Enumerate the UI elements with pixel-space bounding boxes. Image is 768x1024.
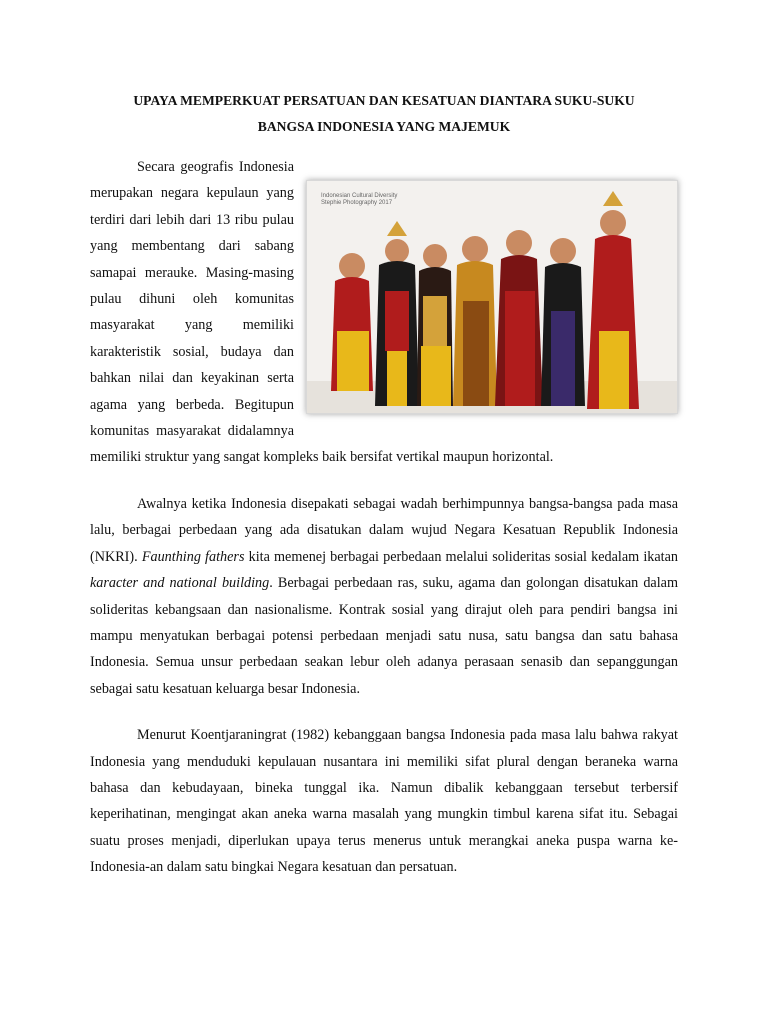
photo-caption <box>321 193 397 207</box>
paragraph-3: Menurut Koentjaraningrat (1982) kebanggaan bangsa Indonesia pada masa lalu bahwa rakyat Indonesia yang menduduki kepulauan nusantara ini memiliki sifat plural dengan beraneka warna bahasa dan kebudayaan, bineka tunggal ika. Namun dibalik kebanggaan tersebut terbersif keperihatinan, mengingat akan aneka warna masalah yang mungkin timbul karena sifat itu. Sebagai suatu proses menjadi, diperlukan upaya terus menerus untuk merangkai aneka puspa warna ke-Indonesia-an dalam satu bingkai Negara kesatuan dan persatuan. <box>90 727 678 876</box>
paragraph-2-emphasis-2: karacter and national building <box>90 575 270 592</box>
photo-caption-line-1: Indonesian Cultural Diversity <box>321 193 398 199</box>
photo-illustration <box>307 181 677 413</box>
paragraph-2 <box>90 491 678 702</box>
paragraph-2-text-b: kita memenej berbagai perbedaan melalui solideritas sosial kedalam ikatan <box>244 548 678 565</box>
title-line-2: BANGSA INDONESIA YANG MAJEMUK <box>257 119 511 134</box>
paragraph-2-text-a: Awalnya ketika Indonesia disepakati sebagai wadah berhimpunnya bangsa-bangsa pada masa lalu, berbagai perbedaan yang ada disatukan dalam wujud Negara Kesatuan Republik Indonesia (NKRI). <box>90 495 678 565</box>
cultural-diversity-photo <box>306 180 678 414</box>
document-title <box>90 88 678 140</box>
paragraph-2-text-c: . Berbagai perbedaan ras, suku, agama dan golongan disatukan dalam solideritas kebangsaan dan nasionalisme. Kontrak sosial yang dirajut oleh para pendiri bangsa ini mampu menyatukan berbagai potensi perbedaan menjadi satu nusa, satu bangsa dan satu bahasa Indonesia. Semua unsur perbedaan seakan lebur oleh adanya perasaan senasib dan sepanggungan sebagai satu kesatuan keluarga besar Indonesia. <box>90 575 679 697</box>
paragraph-1: Secara geografis Indonesia merupakan negara kepulaun yang terdiri dari lebih dari 13 ribu pulau yang membentang dari sabang samapai merauke. Masing-masing pulau dihuni oleh komunitas masyarakat yang memiliki karakteristik sosial, budaya dan bahkan nilai dan keyakinan serta agama yang berbeda. Begitupun komunitas masyarakat didalamnya memiliki struktur yang sangat kompleks baik bersifat vertikal maupun horizontal. <box>90 159 554 466</box>
document-page <box>90 88 678 881</box>
photo-caption-line-2: Stephie Photography 2017 <box>321 200 393 206</box>
paragraph-2-emphasis-1: Faunthing fathers <box>141 548 245 565</box>
title-line-1: UPAYA MEMPERKUAT PERSATUAN DAN KESATUAN DIANTARA SUKU-SUKU <box>133 93 635 108</box>
